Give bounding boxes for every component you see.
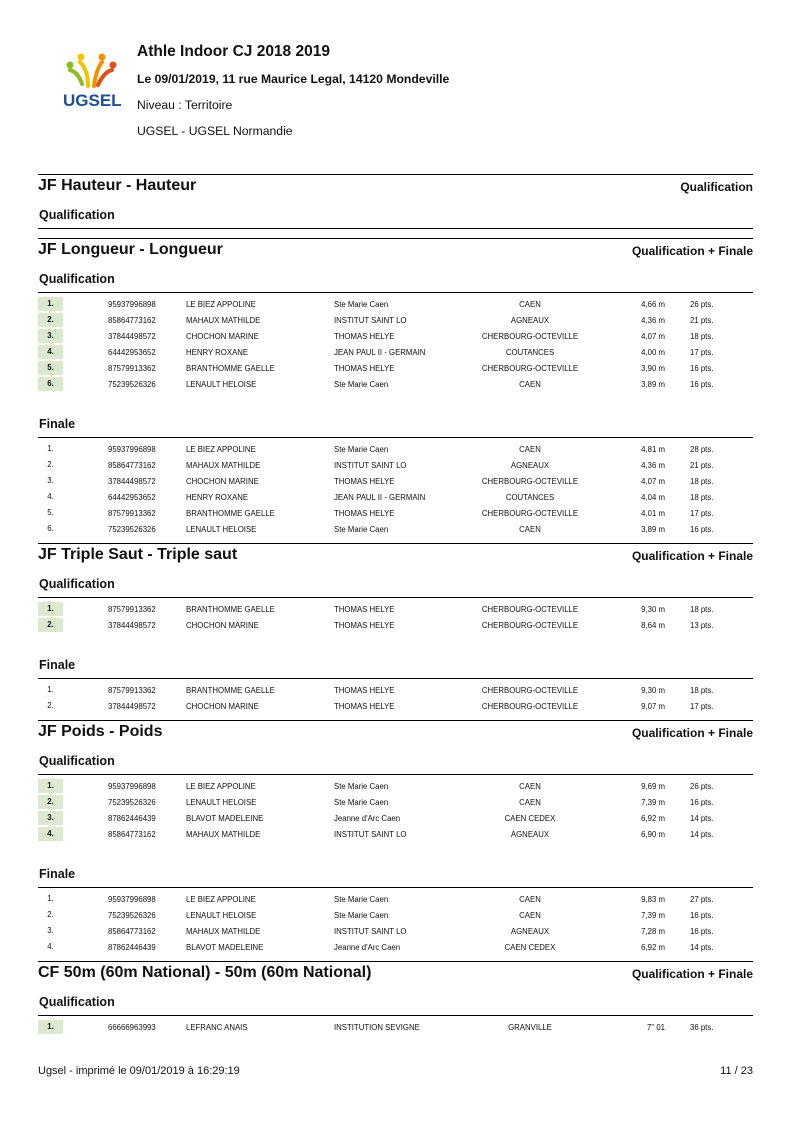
license-cell: 64442953652 <box>108 493 156 502</box>
club-cell: Jeanne d'Arc Caen <box>334 814 401 823</box>
athlete-name-cell: LE BIEZ APPOLINE <box>186 445 256 454</box>
result-row <box>38 473 753 489</box>
level-label: Niveau : Territoire <box>137 98 233 112</box>
club-cell: JEAN PAUL II - GERMAIN <box>334 348 426 357</box>
performance-cell: 6,90 m <box>641 830 665 839</box>
club-cell: INSTITUT SAINT LO <box>334 316 407 325</box>
result-row <box>38 489 753 505</box>
event-header <box>38 238 753 268</box>
athlete-name-cell: BRANTHOMME GAELLE <box>186 364 275 373</box>
event-title: JF Poids - Poids <box>38 723 163 740</box>
club-cell: THOMAS HELYE <box>334 364 395 373</box>
city-cell: CAEN <box>519 525 541 534</box>
rank-cell: 2. <box>38 618 63 632</box>
points-cell: 16 pts. <box>690 525 714 534</box>
points-cell: 16 pts. <box>690 364 714 373</box>
round-header <box>38 413 753 438</box>
city-cell: CAEN <box>519 782 541 791</box>
city-cell: CHERBOURG-OCTEVILLE <box>481 686 579 695</box>
organization-label: UGSEL - UGSEL Normandie <box>137 124 293 138</box>
rank-cell: 6. <box>47 524 54 533</box>
city-cell: CAEN <box>519 380 541 389</box>
points-cell: 17 pts. <box>690 702 714 711</box>
results-table <box>38 293 753 398</box>
athlete-name-cell: HENRY ROXANE <box>186 493 249 502</box>
performance-cell: 7" 01 <box>647 1023 665 1032</box>
points-cell: 17 pts. <box>690 509 714 518</box>
club-cell: Ste Marie Caen <box>334 300 389 309</box>
points-cell: 18 pts. <box>690 477 714 486</box>
license-cell: 37844498572 <box>108 702 156 711</box>
result-row <box>38 376 753 392</box>
license-cell: 87579913362 <box>108 686 156 695</box>
round-header <box>38 204 753 229</box>
points-cell: 14 pts. <box>690 814 714 823</box>
rank-cell: 5. <box>47 508 54 517</box>
performance-cell: 4,07 m <box>641 332 665 341</box>
result-row <box>38 457 753 473</box>
club-cell: INSTITUT SAINT LO <box>334 461 407 470</box>
round-header <box>38 654 753 679</box>
rank-cell: 1. <box>38 297 63 311</box>
round-label: Finale <box>39 417 76 431</box>
performance-cell: 9,83 m <box>641 895 665 904</box>
rank-cell: 3. <box>38 811 63 825</box>
license-cell: 95937996898 <box>108 782 156 791</box>
event-header <box>38 961 753 991</box>
event-type: Qualification + Finale <box>631 967 753 981</box>
points-cell: 26 pts. <box>690 300 714 309</box>
club-cell: JEAN PAUL II - GERMAIN <box>334 493 426 502</box>
result-row <box>38 296 753 312</box>
result-row <box>38 1019 753 1035</box>
result-row <box>38 360 753 376</box>
rank-cell: 1. <box>47 894 54 903</box>
city-cell: CAEN <box>519 911 541 920</box>
athlete-name-cell: MAHAUX MATHILDE <box>186 927 261 936</box>
city-cell: CAEN CEDEX <box>504 943 556 952</box>
athlete-name-cell: LENAULT HELOISE <box>186 911 257 920</box>
club-cell: INSTITUT SAINT LO <box>334 830 407 839</box>
performance-cell: 3,90 m <box>641 364 665 373</box>
round-label: Qualification <box>39 754 115 768</box>
club-cell: INSTITUT SAINT LO <box>334 927 407 936</box>
rank-cell: 3. <box>47 476 54 485</box>
city-cell: AGNEAUX <box>510 461 550 470</box>
club-cell: THOMAS HELYE <box>334 332 395 341</box>
athlete-name-cell: LENAULT HELOISE <box>186 798 257 807</box>
points-cell: 16 pts. <box>690 380 714 389</box>
club-cell: THOMAS HELYE <box>334 686 395 695</box>
points-cell: 16 pts. <box>690 911 714 920</box>
event-section <box>38 238 753 543</box>
license-cell: 87579913362 <box>108 605 156 614</box>
result-row <box>38 826 753 842</box>
athlete-name-cell: HENRY ROXANE <box>186 348 249 357</box>
results-table <box>38 229 753 238</box>
city-cell: AGNEAUX <box>510 830 550 839</box>
rank-cell: 5. <box>38 361 63 375</box>
event-type: Qualification + Finale <box>631 726 753 740</box>
city-cell: CHERBOURG-OCTEVILLE <box>481 702 579 711</box>
license-cell: 87579913362 <box>108 364 156 373</box>
club-cell: INSTITUTION SEVIGNE <box>334 1023 420 1032</box>
city-cell: CAEN <box>519 300 541 309</box>
club-cell: Ste Marie Caen <box>334 911 389 920</box>
performance-cell: 3,89 m <box>641 525 665 534</box>
city-cell: COUTANCES <box>505 348 555 357</box>
athlete-name-cell: LE BIEZ APPOLINE <box>186 895 256 904</box>
performance-cell: 3,89 m <box>641 380 665 389</box>
license-cell: 85864773162 <box>108 830 156 839</box>
points-cell: 28 pts. <box>690 445 714 454</box>
performance-cell: 7,39 m <box>641 798 665 807</box>
city-cell: CHERBOURG-OCTEVILLE <box>481 364 579 373</box>
rank-cell: 1. <box>47 444 54 453</box>
round-gap <box>38 848 753 863</box>
athlete-name-cell: LENAULT HELOISE <box>186 380 257 389</box>
result-row <box>38 923 753 939</box>
event-section <box>38 543 753 720</box>
result-row <box>38 328 753 344</box>
round-label: Finale <box>39 867 76 881</box>
athlete-name-cell: BRANTHOMME GAELLE <box>186 605 275 614</box>
athlete-name-cell: LE BIEZ APPOLINE <box>186 300 256 309</box>
performance-cell: 6,92 m <box>641 943 665 952</box>
athlete-name-cell: BLAVOT MADELEINE <box>186 814 264 823</box>
rank-cell: 1. <box>38 779 63 793</box>
event-type: Qualification <box>680 180 753 194</box>
club-cell: Ste Marie Caen <box>334 445 389 454</box>
result-row <box>38 312 753 328</box>
license-cell: 37844498572 <box>108 477 156 486</box>
athlete-name-cell: CHOCHON MARINE <box>186 332 259 341</box>
round-label: Qualification <box>39 208 115 222</box>
city-cell: COUTANCES <box>505 493 555 502</box>
footer-printed-date: Ugsel - imprimé le 09/01/2019 à 16:29:19 <box>38 1065 240 1077</box>
document-subtitle: Le 09/01/2019, 11 rue Maurice Legal, 14120 Mondeville <box>137 72 450 86</box>
city-cell: CHERBOURG-OCTEVILLE <box>481 477 579 486</box>
athlete-name-cell: BLAVOT MADELEINE <box>186 943 264 952</box>
athlete-name-cell: CHOCHON MARINE <box>186 702 259 711</box>
performance-cell: 4,04 m <box>641 493 665 502</box>
city-cell: AGNEAUX <box>510 927 550 936</box>
license-cell: 87862446439 <box>108 943 156 952</box>
performance-cell: 4,01 m <box>641 509 665 518</box>
athlete-name-cell: CHOCHON MARINE <box>186 621 259 630</box>
results-table <box>38 1016 753 1041</box>
performance-cell: 4,36 m <box>641 316 665 325</box>
city-cell: AGNEAUX <box>510 316 550 325</box>
performance-cell: 4,07 m <box>641 477 665 486</box>
club-cell: THOMAS HELYE <box>334 605 395 614</box>
license-cell: 37844498572 <box>108 332 156 341</box>
rank-cell: 2. <box>47 701 54 710</box>
points-cell: 26 pts. <box>690 782 714 791</box>
athlete-name-cell: MAHAUX MATHILDE <box>186 830 261 839</box>
result-row <box>38 698 753 714</box>
license-cell: 95937996898 <box>108 445 156 454</box>
performance-cell: 6,92 m <box>641 814 665 823</box>
event-section <box>38 720 753 961</box>
club-cell: Jeanne d'Arc Caen <box>334 943 401 952</box>
result-row <box>38 810 753 826</box>
athlete-name-cell: LENAULT HELOISE <box>186 525 257 534</box>
round-header <box>38 268 753 293</box>
athlete-name-cell: LEFRANC ANAIS <box>186 1023 248 1032</box>
license-cell: 66666963993 <box>108 1023 156 1032</box>
result-row <box>38 939 753 955</box>
rank-cell: 1. <box>47 685 54 694</box>
event-type: Qualification + Finale <box>631 244 753 258</box>
license-cell: 95937996898 <box>108 895 156 904</box>
rank-cell: 2. <box>47 460 54 469</box>
club-cell: Ste Marie Caen <box>334 380 389 389</box>
license-cell: 87862446439 <box>108 814 156 823</box>
rank-cell: 1. <box>38 1020 63 1034</box>
rank-cell: 3. <box>47 926 54 935</box>
performance-cell: 9,07 m <box>641 702 665 711</box>
club-cell: THOMAS HELYE <box>334 702 395 711</box>
points-cell: 27 pts. <box>690 895 714 904</box>
performance-cell: 8,64 m <box>641 621 665 630</box>
event-section <box>38 961 753 1041</box>
points-cell: 36 pts. <box>690 1023 714 1032</box>
round-gap <box>38 398 753 413</box>
round-gap <box>38 639 753 654</box>
rank-cell: 1. <box>38 602 63 616</box>
event-title: JF Triple Saut - Triple saut <box>38 546 238 563</box>
result-row <box>38 682 753 698</box>
rank-cell: 2. <box>38 795 63 809</box>
city-cell: CAEN <box>519 895 541 904</box>
athlete-name-cell: BRANTHOMME GAELLE <box>186 509 275 518</box>
license-cell: 37844498572 <box>108 621 156 630</box>
event-type: Qualification + Finale <box>631 549 753 563</box>
points-cell: 18 pts. <box>690 493 714 502</box>
result-row <box>38 601 753 617</box>
license-cell: 85864773162 <box>108 461 156 470</box>
event-section <box>38 174 753 238</box>
event-header <box>38 543 753 573</box>
club-cell: Ste Marie Caen <box>334 525 389 534</box>
athlete-name-cell: LE BIEZ APPOLINE <box>186 782 256 791</box>
result-row <box>38 907 753 923</box>
round-label: Qualification <box>39 995 115 1009</box>
results-table <box>38 598 753 639</box>
points-cell: 16 pts. <box>690 798 714 807</box>
document-title: Athle Indoor CJ 2018 2019 <box>137 43 330 60</box>
rank-cell: 2. <box>38 313 63 327</box>
result-row <box>38 778 753 794</box>
license-cell: 75239526326 <box>108 525 156 534</box>
points-cell: 14 pts. <box>690 830 714 839</box>
results-table <box>38 775 753 848</box>
results-table <box>38 679 753 720</box>
round-label: Qualification <box>39 577 115 591</box>
points-cell: 13 pts. <box>690 621 714 630</box>
points-cell: 21 pts. <box>690 316 714 325</box>
rank-cell: 3. <box>38 329 63 343</box>
city-cell: CAEN <box>519 798 541 807</box>
club-cell: Ste Marie Caen <box>334 895 389 904</box>
result-row <box>38 617 753 633</box>
rank-cell: 4. <box>38 345 63 359</box>
points-cell: 18 pts. <box>690 605 714 614</box>
city-cell: GRANVILLE <box>508 1023 552 1032</box>
athlete-name-cell: MAHAUX MATHILDE <box>186 316 261 325</box>
performance-cell: 7,39 m <box>641 911 665 920</box>
event-title: JF Longueur - Longueur <box>38 241 223 258</box>
rank-cell: 4. <box>47 942 54 951</box>
city-cell: CHERBOURG-OCTEVILLE <box>481 332 579 341</box>
points-cell: 17 pts. <box>690 348 714 357</box>
license-cell: 75239526326 <box>108 798 156 807</box>
city-cell: CHERBOURG-OCTEVILLE <box>481 605 579 614</box>
club-cell: THOMAS HELYE <box>334 621 395 630</box>
round-header <box>38 750 753 775</box>
ugsel-logo <box>58 52 128 110</box>
round-header <box>38 863 753 888</box>
rank-cell: 4. <box>38 827 63 841</box>
result-row <box>38 521 753 537</box>
city-cell: CAEN <box>519 445 541 454</box>
license-cell: 75239526326 <box>108 911 156 920</box>
license-cell: 64442953652 <box>108 348 156 357</box>
result-row <box>38 441 753 457</box>
points-cell: 16 pts. <box>690 927 714 936</box>
round-label: Finale <box>39 658 76 672</box>
performance-cell: 4,81 m <box>641 445 665 454</box>
athlete-name-cell: CHOCHON MARINE <box>186 477 259 486</box>
results-table <box>38 888 753 961</box>
city-cell: CHERBOURG-OCTEVILLE <box>481 509 579 518</box>
rank-cell: 2. <box>47 910 54 919</box>
license-cell: 75239526326 <box>108 380 156 389</box>
performance-cell: 9,30 m <box>641 686 665 695</box>
license-cell: 85864773162 <box>108 927 156 936</box>
round-header <box>38 991 753 1016</box>
round-label: Qualification <box>39 272 115 286</box>
city-cell: CHERBOURG-OCTEVILLE <box>481 621 579 630</box>
result-row <box>38 344 753 360</box>
results-table <box>38 438 753 543</box>
event-header <box>38 720 753 750</box>
event-header <box>38 174 753 204</box>
performance-cell: 4,00 m <box>641 348 665 357</box>
performance-cell: 7,28 m <box>641 927 665 936</box>
performance-cell: 4,66 m <box>641 300 665 309</box>
results-list <box>38 174 753 1041</box>
license-cell: 95937996898 <box>108 300 156 309</box>
club-cell: Ste Marie Caen <box>334 798 389 807</box>
result-row <box>38 891 753 907</box>
club-cell: THOMAS HELYE <box>334 477 395 486</box>
athlete-name-cell: MAHAUX MATHILDE <box>186 461 261 470</box>
license-cell: 87579913362 <box>108 509 156 518</box>
logo-wordmark: UGSEL <box>63 91 122 110</box>
footer-page-number: 11 / 23 <box>720 1065 753 1077</box>
rank-cell: 4. <box>47 492 54 501</box>
performance-cell: 4,36 m <box>641 461 665 470</box>
city-cell: CAEN CEDEX <box>504 814 556 823</box>
performance-cell: 9,30 m <box>641 605 665 614</box>
result-row <box>38 794 753 810</box>
points-cell: 18 pts. <box>690 686 714 695</box>
round-header <box>38 573 753 598</box>
rank-cell: 6. <box>38 377 63 391</box>
club-cell: THOMAS HELYE <box>334 509 395 518</box>
performance-cell: 9,69 m <box>641 782 665 791</box>
points-cell: 18 pts. <box>690 332 714 341</box>
points-cell: 21 pts. <box>690 461 714 470</box>
event-title: CF 50m (60m National) - 50m (60m National) <box>38 964 372 981</box>
points-cell: 14 pts. <box>690 943 714 952</box>
event-title: JF Hauteur - Hauteur <box>38 177 197 194</box>
club-cell: Ste Marie Caen <box>334 782 389 791</box>
athlete-name-cell: BRANTHOMME GAELLE <box>186 686 275 695</box>
result-row <box>38 505 753 521</box>
license-cell: 85864773162 <box>108 316 156 325</box>
